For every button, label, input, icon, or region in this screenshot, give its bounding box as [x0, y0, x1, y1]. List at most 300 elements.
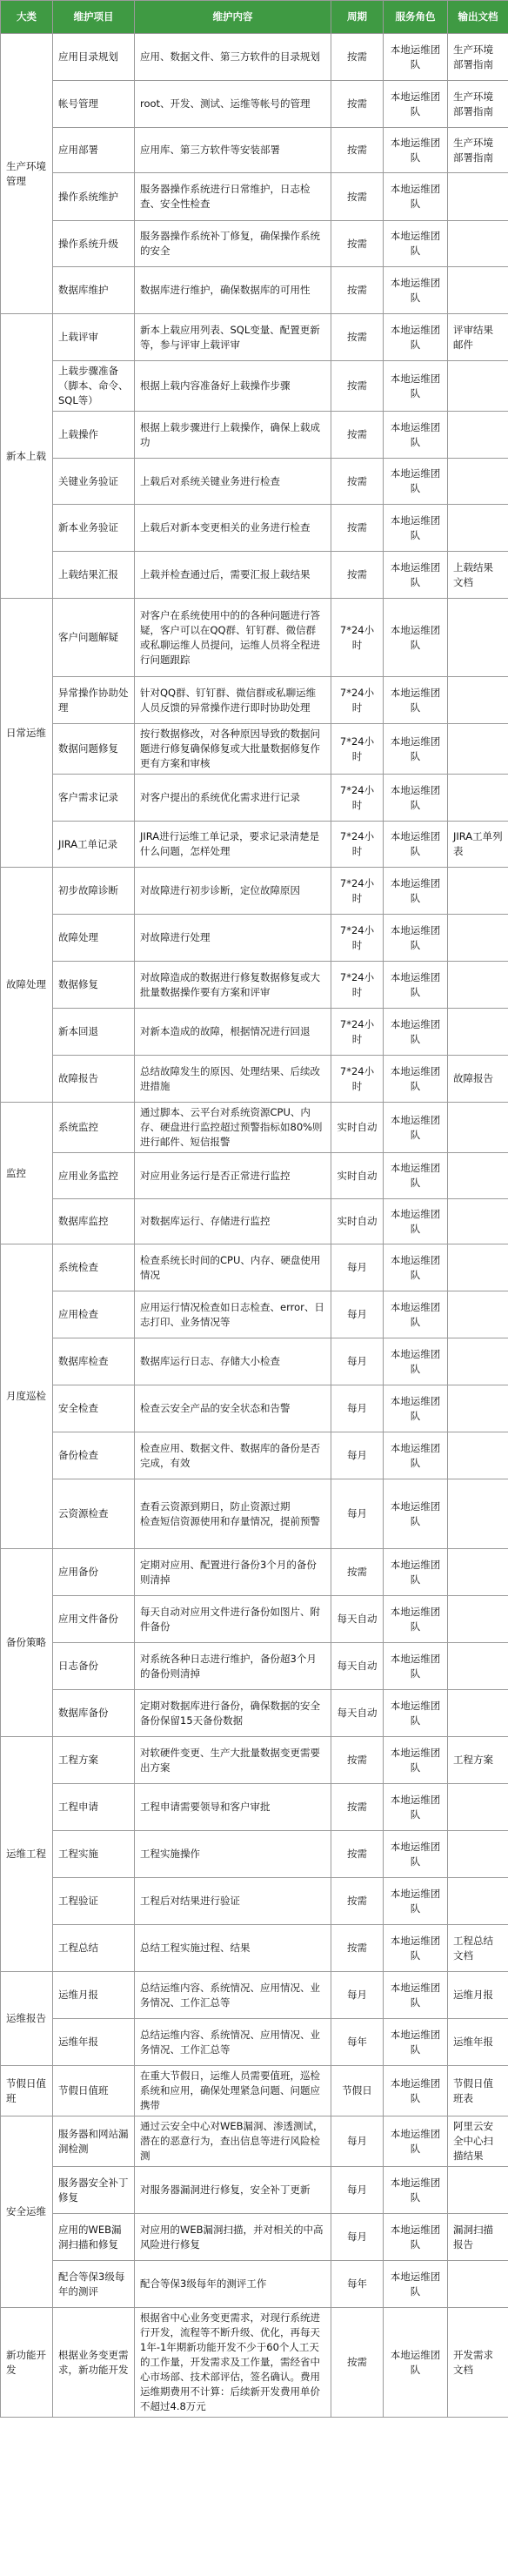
- role-cell: 本地运维团队: [384, 1153, 448, 1199]
- frequency-cell: 每月: [331, 1244, 384, 1291]
- role-cell: 本地运维团队: [384, 1878, 448, 1925]
- header-category: 大类: [1, 1, 53, 34]
- document-cell: [448, 1432, 508, 1479]
- frequency-cell: 按需: [331, 1878, 384, 1925]
- role-cell: 本地运维团队: [384, 1596, 448, 1643]
- table-row: [1, 1690, 508, 1737]
- document-cell: [448, 1549, 508, 1596]
- frequency-cell: 按需: [331, 1831, 384, 1878]
- content-cell: 对系统各种日志进行维护，备份超3个月的备份则清掉: [135, 1643, 331, 1690]
- item-cell: 工程申请: [53, 1784, 135, 1831]
- role-cell: 本地运维团队: [384, 2261, 448, 2308]
- item-cell: 操作系统维护: [53, 173, 135, 221]
- frequency-cell: 7*24小时: [331, 962, 384, 1009]
- frequency-cell: 按需: [331, 267, 384, 314]
- header-content: 维护内容: [135, 1, 331, 34]
- role-cell: 本地运维团队: [384, 724, 448, 775]
- header-row: [1, 1, 508, 34]
- frequency-cell: 按需: [331, 1737, 384, 1784]
- item-cell: 云资源检查: [53, 1479, 135, 1549]
- header-role: 服务角色: [384, 1, 448, 34]
- table-row: [1, 1831, 508, 1878]
- role-cell: 本地运维团队: [384, 459, 448, 505]
- role-cell: 本地运维团队: [384, 314, 448, 361]
- content-cell: 检查云安全产品的安全状态和告警: [135, 1385, 331, 1432]
- frequency-cell: 7*24小时: [331, 599, 384, 677]
- item-cell: 应用备份: [53, 1549, 135, 1596]
- item-cell: 工程实施: [53, 1831, 135, 1878]
- document-cell: 生产环境部署指南: [448, 128, 508, 173]
- role-cell: 本地运维团队: [384, 173, 448, 221]
- content-cell: 上载后对新本变更相关的业务进行检查: [135, 505, 331, 552]
- frequency-cell: 每年: [331, 2261, 384, 2308]
- document-cell: 漏洞扫描报告: [448, 2214, 508, 2261]
- item-cell: 工程验证: [53, 1878, 135, 1925]
- role-cell: 本地运维团队: [384, 1338, 448, 1385]
- frequency-cell: 实时自动: [331, 1103, 384, 1153]
- content-cell: 根据上载步骤进行上载操作，确保上载成功: [135, 412, 331, 459]
- table-row: [1, 1432, 508, 1479]
- content-cell: 配合等保3级每年的测评工作: [135, 2261, 331, 2308]
- category-cell: 生产环境管理: [1, 34, 53, 314]
- item-cell: 工程方案: [53, 1737, 135, 1784]
- document-cell: 上载结果文档: [448, 552, 508, 599]
- role-cell: 本地运维团队: [384, 1244, 448, 1291]
- role-cell: 本地运维团队: [384, 868, 448, 915]
- table-row: [1, 2066, 508, 2116]
- item-cell: 应用目录规划: [53, 34, 135, 81]
- item-cell: 运维月报: [53, 1972, 135, 2019]
- table-row: [1, 1056, 508, 1103]
- content-cell: 服务器操作系统补丁修复，确保操作系统的安全: [135, 221, 331, 267]
- table-row: [1, 1103, 508, 1153]
- frequency-cell: 7*24小时: [331, 1009, 384, 1056]
- table-row: [1, 1244, 508, 1291]
- table-row: [1, 677, 508, 724]
- document-cell: [448, 1103, 508, 1153]
- content-cell: 对新本造成的故障，根据情况进行回退: [135, 1009, 331, 1056]
- document-cell: 生产环境部署指南: [448, 81, 508, 128]
- document-cell: [448, 221, 508, 267]
- document-cell: [448, 1643, 508, 1690]
- item-cell: 运维年报: [53, 2019, 135, 2066]
- item-cell: 服务器和网站漏洞检测: [53, 2116, 135, 2167]
- table-row: [1, 2308, 508, 2418]
- table-row: [1, 1153, 508, 1199]
- document-cell: [448, 1338, 508, 1385]
- frequency-cell: 按需: [331, 552, 384, 599]
- table-row: [1, 81, 508, 128]
- table-row: [1, 552, 508, 599]
- document-cell: [448, 412, 508, 459]
- role-cell: 本地运维团队: [384, 1199, 448, 1244]
- header-document: 输出文档: [448, 1, 508, 34]
- item-cell: 客户问题解疑: [53, 599, 135, 677]
- frequency-cell: 每天自动: [331, 1596, 384, 1643]
- frequency-cell: 节假日: [331, 2066, 384, 2116]
- item-cell: 日志备份: [53, 1643, 135, 1690]
- category-cell: 节假日值班: [1, 2066, 53, 2116]
- role-cell: 本地运维团队: [384, 1784, 448, 1831]
- content-cell: 根据省中心业务变更需求，对现行系统进行开发，流程等不断升级、优化，再每天1年-1年期新功能开发不少于60个人工天的工作量，开发需求及工作量，需经省中心市场部、技术部评估，签名确认。费用运维期费用不计算：后续新开发费用单价不超过4.8万元: [135, 2308, 331, 2418]
- frequency-cell: 按需: [331, 505, 384, 552]
- role-cell: 本地运维团队: [384, 822, 448, 868]
- table-row: [1, 267, 508, 314]
- document-cell: 工程方案: [448, 1737, 508, 1784]
- table-row: [1, 1385, 508, 1432]
- role-cell: 本地运维团队: [384, 677, 448, 724]
- table-row: [1, 915, 508, 962]
- content-cell: 对故障进行初步诊断，定位故障原因: [135, 868, 331, 915]
- frequency-cell: 每月: [331, 1338, 384, 1385]
- document-cell: [448, 1291, 508, 1338]
- content-cell: 总结故障发生的原因、处理结果、后续改进措施: [135, 1056, 331, 1103]
- category-cell: 新功能开发: [1, 2308, 53, 2418]
- document-cell: [448, 1244, 508, 1291]
- content-cell: 工程实施操作: [135, 1831, 331, 1878]
- document-cell: 运维月报: [448, 1972, 508, 2019]
- table-row: [1, 1291, 508, 1338]
- table-row: [1, 2261, 508, 2308]
- table-row: [1, 1925, 508, 1972]
- role-cell: 本地运维团队: [384, 2116, 448, 2167]
- content-cell: 数据库进行维护，确保数据库的可用性: [135, 267, 331, 314]
- document-cell: [448, 505, 508, 552]
- document-cell: [448, 1784, 508, 1831]
- frequency-cell: 按需: [331, 459, 384, 505]
- document-cell: 节假日值班表: [448, 2066, 508, 2116]
- item-cell: 应用业务监控: [53, 1153, 135, 1199]
- document-cell: [448, 1878, 508, 1925]
- role-cell: 本地运维团队: [384, 1690, 448, 1737]
- frequency-cell: 按需: [331, 314, 384, 361]
- item-cell: 数据库维护: [53, 267, 135, 314]
- item-cell: 数据库检查: [53, 1338, 135, 1385]
- document-cell: [448, 267, 508, 314]
- table-row: [1, 2167, 508, 2214]
- frequency-cell: 按需: [331, 2308, 384, 2418]
- table-row: [1, 173, 508, 221]
- table-row: [1, 1338, 508, 1385]
- document-cell: 评审结果邮件: [448, 314, 508, 361]
- frequency-cell: 按需: [331, 128, 384, 173]
- content-cell: 应用运行情况检查如日志检查、error、日志打印、业务情况等: [135, 1291, 331, 1338]
- role-cell: 本地运维团队: [384, 267, 448, 314]
- category-cell: 安全运维: [1, 2116, 53, 2308]
- frequency-cell: 7*24小时: [331, 1056, 384, 1103]
- item-cell: 工程总结: [53, 1925, 135, 1972]
- item-cell: 数据库备份: [53, 1690, 135, 1737]
- role-cell: 本地运维团队: [384, 128, 448, 173]
- frequency-cell: 每月: [331, 2214, 384, 2261]
- frequency-cell: 每月: [331, 1291, 384, 1338]
- document-cell: 阿里云安全中心扫描结果: [448, 2116, 508, 2167]
- table-row: [1, 868, 508, 915]
- content-cell: 数据库运行日志、存储大小检查: [135, 1338, 331, 1385]
- content-cell: 对应用的WEB漏洞扫描，并对相关的中高风险进行修复: [135, 2214, 331, 2261]
- table-row: [1, 1878, 508, 1925]
- content-cell: 对数据库运行、存储进行监控: [135, 1199, 331, 1244]
- document-cell: [448, 2167, 508, 2214]
- item-cell: 上载操作: [53, 412, 135, 459]
- content-cell: 对应用业务运行是否正常进行监控: [135, 1153, 331, 1199]
- role-cell: 本地运维团队: [384, 1925, 448, 1972]
- category-cell: 日常运维: [1, 599, 53, 868]
- content-cell: 根据上载内容准备好上载操作步骤: [135, 361, 331, 412]
- role-cell: 本地运维团队: [384, 1549, 448, 1596]
- frequency-cell: 按需: [331, 1549, 384, 1596]
- role-cell: 本地运维团队: [384, 221, 448, 267]
- document-cell: [448, 1479, 508, 1549]
- document-cell: [448, 459, 508, 505]
- table-row: [1, 1596, 508, 1643]
- table-row: [1, 2019, 508, 2066]
- content-cell: 对故障造成的数据进行修复数据修复或大批量数据操作要有方案和评审: [135, 962, 331, 1009]
- frequency-cell: 实时自动: [331, 1153, 384, 1199]
- document-cell: [448, 868, 508, 915]
- item-cell: 帐号管理: [53, 81, 135, 128]
- content-cell: JIRA进行运维工单记录，要求记录清楚是什么问题，怎样处理: [135, 822, 331, 868]
- table-row: [1, 1009, 508, 1056]
- document-cell: [448, 915, 508, 962]
- document-cell: [448, 361, 508, 412]
- table-row: [1, 599, 508, 677]
- role-cell: 本地运维团队: [384, 915, 448, 962]
- item-cell: 上载评审: [53, 314, 135, 361]
- content-cell: 总结工程实施过程、结果: [135, 1925, 331, 1972]
- content-cell: 对故障进行处理: [135, 915, 331, 962]
- table-row: [1, 412, 508, 459]
- content-cell: 应用库、第三方软件等安装部署: [135, 128, 331, 173]
- item-cell: 应用部署: [53, 128, 135, 173]
- document-cell: 工程总结文档: [448, 1925, 508, 1972]
- document-cell: 生产环境部署指南: [448, 34, 508, 81]
- document-cell: 故障报告: [448, 1056, 508, 1103]
- role-cell: 本地运维团队: [384, 412, 448, 459]
- table-row: [1, 1737, 508, 1784]
- role-cell: 本地运维团队: [384, 2066, 448, 2116]
- frequency-cell: 按需: [331, 1925, 384, 1972]
- table-row: [1, 128, 508, 173]
- document-cell: [448, 1385, 508, 1432]
- category-cell: 监控: [1, 1103, 53, 1244]
- role-cell: 本地运维团队: [384, 962, 448, 1009]
- item-cell: 根据业务变更需求，新功能开发: [53, 2308, 135, 2418]
- role-cell: 本地运维团队: [384, 1291, 448, 1338]
- content-cell: 定期对应用、配置进行备份3个月的备份则清掉: [135, 1549, 331, 1596]
- frequency-cell: 每年: [331, 2019, 384, 2066]
- table-row: [1, 314, 508, 361]
- content-cell: 工程后对结果进行验证: [135, 1878, 331, 1925]
- item-cell: 操作系统升级: [53, 221, 135, 267]
- role-cell: 本地运维团队: [384, 599, 448, 677]
- document-cell: 开发需求文档: [448, 2308, 508, 2418]
- table-row: [1, 1479, 508, 1549]
- item-cell: 上载步骤准备（脚本、命令、SQL等）: [53, 361, 135, 412]
- content-cell: 通过云安全中心对WEB漏洞、渗透测试，潜在的恶意行为，查出信息等进行风险检测: [135, 2116, 331, 2167]
- table-row: [1, 1199, 508, 1244]
- table-row: [1, 962, 508, 1009]
- content-cell: 对服务器漏洞进行修复，安全补丁更新: [135, 2167, 331, 2214]
- frequency-cell: 每天自动: [331, 1690, 384, 1737]
- content-cell: 工程申请需要领导和客户审批: [135, 1784, 331, 1831]
- item-cell: 新本回退: [53, 1009, 135, 1056]
- content-cell: 对软硬件变更、生产大批量数据变更需要出方案: [135, 1737, 331, 1784]
- frequency-cell: 7*24小时: [331, 868, 384, 915]
- category-cell: 运维工程: [1, 1737, 53, 1972]
- category-cell: 故障处理: [1, 868, 53, 1103]
- table-row: [1, 822, 508, 868]
- table-body: [1, 34, 508, 2418]
- frequency-cell: 7*24小时: [331, 724, 384, 775]
- item-cell: 新本业务验证: [53, 505, 135, 552]
- category-cell: 新本上载: [1, 314, 53, 599]
- content-cell: 上载后对系统关键业务进行检查: [135, 459, 331, 505]
- role-cell: 本地运维团队: [384, 505, 448, 552]
- item-cell: 备份检查: [53, 1432, 135, 1479]
- document-cell: [448, 677, 508, 724]
- frequency-cell: 每月: [331, 1479, 384, 1549]
- role-cell: 本地运维团队: [384, 361, 448, 412]
- item-cell: 数据库监控: [53, 1199, 135, 1244]
- item-cell: 服务器安全补丁修复: [53, 2167, 135, 2214]
- role-cell: 本地运维团队: [384, 1009, 448, 1056]
- frequency-cell: 按需: [331, 1784, 384, 1831]
- frequency-cell: 按需: [331, 173, 384, 221]
- content-cell: 每天自动对应用文件进行备份如图片、附件备份: [135, 1596, 331, 1643]
- role-cell: 本地运维团队: [384, 2167, 448, 2214]
- document-cell: JIRA工单列表: [448, 822, 508, 868]
- role-cell: 本地运维团队: [384, 2214, 448, 2261]
- document-cell: [448, 962, 508, 1009]
- frequency-cell: 每月: [331, 1972, 384, 2019]
- header-frequency: 周期: [331, 1, 384, 34]
- item-cell: 应用的WEB漏洞扫描和修复: [53, 2214, 135, 2261]
- role-cell: 本地运维团队: [384, 2019, 448, 2066]
- content-cell: 上载并检查通过后，需要汇报上载结果: [135, 552, 331, 599]
- role-cell: 本地运维团队: [384, 81, 448, 128]
- frequency-cell: 每月: [331, 1432, 384, 1479]
- item-cell: 配合等保3级每年的测评: [53, 2261, 135, 2308]
- role-cell: 本地运维团队: [384, 1056, 448, 1103]
- content-cell: 查看云资源到期日，防止资源过期 检查短信资源使用和存量情况，提前预警: [135, 1479, 331, 1549]
- role-cell: 本地运维团队: [384, 1831, 448, 1878]
- item-cell: 关键业务验证: [53, 459, 135, 505]
- document-cell: [448, 599, 508, 677]
- content-cell: 检查系统长时间的CPU、内存、硬盘使用情况: [135, 1244, 331, 1291]
- item-cell: 初步故障诊断: [53, 868, 135, 915]
- frequency-cell: 按需: [331, 221, 384, 267]
- role-cell: 本地运维团队: [384, 775, 448, 822]
- content-cell: 对客户在系统使用中的的各种问题进行答疑，客户可以在QQ群、钉钉群、微信群或私聊运维人员提问，运维人员将全程进行问题跟踪: [135, 599, 331, 677]
- table-row: [1, 505, 508, 552]
- role-cell: 本地运维团队: [384, 2308, 448, 2418]
- item-cell: 系统检查: [53, 1244, 135, 1291]
- content-cell: 在重大节假日，运维人员需要值班，巡检系统和应用，确保处理紧急问题、问题应携带: [135, 2066, 331, 2116]
- table-row: [1, 775, 508, 822]
- table-row: [1, 724, 508, 775]
- role-cell: 本地运维团队: [384, 1103, 448, 1153]
- role-cell: 本地运维团队: [384, 1972, 448, 2019]
- table-row: [1, 2116, 508, 2167]
- frequency-cell: 按需: [331, 81, 384, 128]
- role-cell: 本地运维团队: [384, 1385, 448, 1432]
- table-row: [1, 34, 508, 81]
- item-cell: 数据修复: [53, 962, 135, 1009]
- table-row: [1, 2214, 508, 2261]
- document-cell: [448, 775, 508, 822]
- document-cell: [448, 1009, 508, 1056]
- role-cell: 本地运维团队: [384, 552, 448, 599]
- frequency-cell: 7*24小时: [331, 677, 384, 724]
- item-cell: JIRA工单记录: [53, 822, 135, 868]
- frequency-cell: 每月: [331, 2167, 384, 2214]
- document-cell: [448, 2261, 508, 2308]
- frequency-cell: 7*24小时: [331, 775, 384, 822]
- role-cell: 本地运维团队: [384, 1479, 448, 1549]
- header-item: 维护项目: [53, 1, 135, 34]
- content-cell: 按行数据修改，对各种原因导致的数据问题进行修复确保修复或大批量数据修复作更有方案和审核: [135, 724, 331, 775]
- frequency-cell: 每天自动: [331, 1643, 384, 1690]
- document-cell: [448, 1153, 508, 1199]
- content-cell: 总结运维内容、系统情况、应用情况、业务情况、工作汇总等: [135, 2019, 331, 2066]
- content-cell: root、开发、测试、运维等帐号的管理: [135, 81, 331, 128]
- category-cell: 月度巡检: [1, 1244, 53, 1549]
- content-cell: 对客户提出的系统优化需求进行记录: [135, 775, 331, 822]
- table-row: [1, 1784, 508, 1831]
- content-cell: 针对QQ群、钉钉群、微信群或私聊运维人员反馈的异常操作进行即时协助处理: [135, 677, 331, 724]
- frequency-cell: 按需: [331, 361, 384, 412]
- frequency-cell: 每月: [331, 2116, 384, 2167]
- document-cell: [448, 1199, 508, 1244]
- table-row: [1, 459, 508, 505]
- item-cell: 故障报告: [53, 1056, 135, 1103]
- item-cell: 上载结果汇报: [53, 552, 135, 599]
- item-cell: 安全检查: [53, 1385, 135, 1432]
- frequency-cell: 按需: [331, 412, 384, 459]
- category-cell: 运维报告: [1, 1972, 53, 2066]
- role-cell: 本地运维团队: [384, 1737, 448, 1784]
- document-cell: [448, 173, 508, 221]
- document-cell: 运维年报: [448, 2019, 508, 2066]
- content-cell: 通过脚本、云平台对系统资源CPU、内存、硬盘进行监控超过预警指标如80%则进行邮件、短信报警: [135, 1103, 331, 1153]
- document-cell: [448, 724, 508, 775]
- item-cell: 系统监控: [53, 1103, 135, 1153]
- frequency-cell: 每月: [331, 1385, 384, 1432]
- item-cell: 应用检查: [53, 1291, 135, 1338]
- item-cell: 节假日值班: [53, 2066, 135, 2116]
- item-cell: 故障处理: [53, 915, 135, 962]
- item-cell: 异常操作协助处理: [53, 677, 135, 724]
- content-cell: 定期对数据库进行备份，确保数据的安全备份保留15天备份数据: [135, 1690, 331, 1737]
- role-cell: 本地运维团队: [384, 1432, 448, 1479]
- content-cell: 新本上载应用列表、SQL变量、配置更新等，参与评审上载评审: [135, 314, 331, 361]
- table-row: [1, 1972, 508, 2019]
- table-row: [1, 1549, 508, 1596]
- item-cell: 数据问题修复: [53, 724, 135, 775]
- content-cell: 检查应用、数据文件、数据库的备份是否完成，有效: [135, 1432, 331, 1479]
- role-cell: 本地运维团队: [384, 1643, 448, 1690]
- item-cell: 应用文件备份: [53, 1596, 135, 1643]
- category-cell: 备份策略: [1, 1549, 53, 1737]
- document-cell: [448, 1831, 508, 1878]
- frequency-cell: 7*24小时: [331, 915, 384, 962]
- frequency-cell: 实时自动: [331, 1199, 384, 1244]
- frequency-cell: 7*24小时: [331, 822, 384, 868]
- table-row: [1, 361, 508, 412]
- document-cell: [448, 1596, 508, 1643]
- content-cell: 应用、数据文件、第三方软件的目录规划: [135, 34, 331, 81]
